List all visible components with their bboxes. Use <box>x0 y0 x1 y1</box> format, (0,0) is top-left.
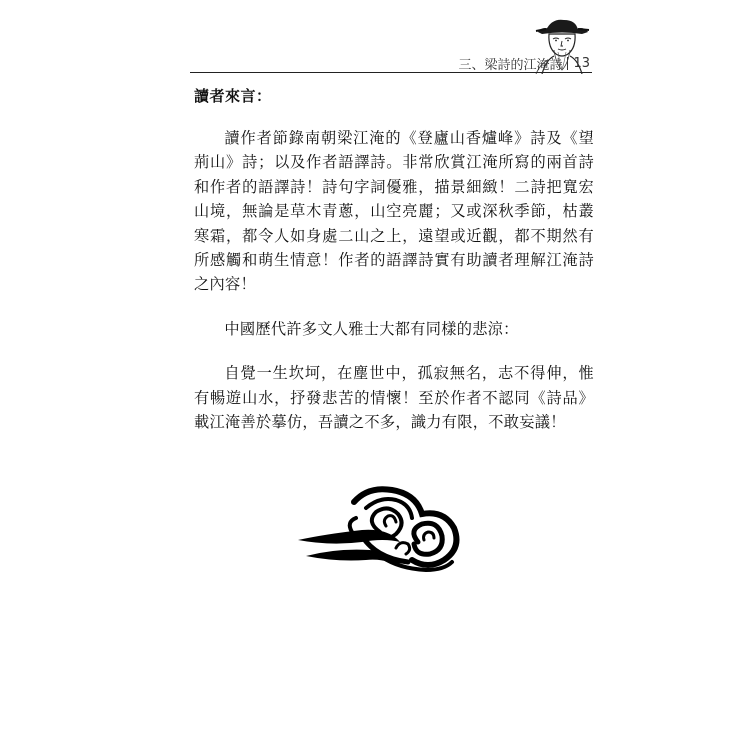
cloud-ornament-icon <box>296 482 460 584</box>
body-paragraph-1: 讀作者節錄南朝梁江淹的《登廬山香爐峰》詩及《望荊山》詩；以及作者語譯詩。非常欣賞江淹所寫的兩首詩和作者的語譯詩！詩句字詞優雅，描景細緻！二詩把寬宏山境，無論是草木青蔥，山空亮麗；又或深秋季節，枯叢寒霜，都令人如身處二山之上，遠望或近觀，都不期然有所感觸和萌生情意！作者的語譯詩實有助讀者理解江淹詩之內容！ <box>194 129 594 294</box>
body-paragraph-2: 中國歷代許多文人雅士大都有同樣的悲涼： <box>224 319 519 338</box>
page-body <box>194 84 594 454</box>
running-head <box>458 54 590 73</box>
section-heading: 讀者來言： <box>194 87 272 105</box>
page-number: 13 <box>573 56 590 71</box>
running-head-separator <box>567 57 568 70</box>
body-paragraph-3: 自覺一生坎坷，在塵世中，孤寂無名，志不得伸，惟有暢遊山水，抒發悲苦的情懷！至於作者不認同《詩品》載江淹善於摹仿，吾讀之不多，識力有限，不敢妄議！ <box>194 364 594 432</box>
running-title: 三、梁詩的江淹詩 <box>458 58 563 73</box>
header-rule <box>190 72 592 73</box>
